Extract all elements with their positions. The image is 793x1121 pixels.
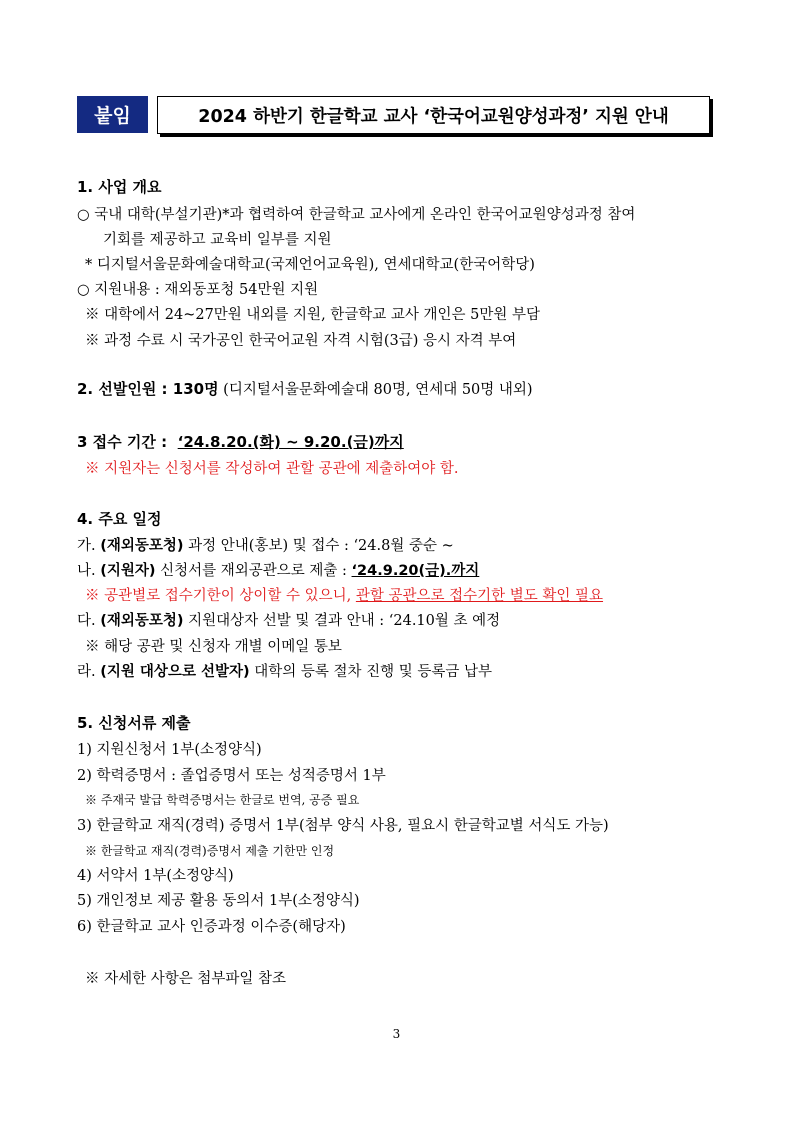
document-item-3: 3) 한글학교 재직(경력) 증명서 1부(첨부 양식 사용, 필요시 한글학교별 서식도 가능) xyxy=(77,818,609,834)
section3-line xyxy=(77,431,404,452)
section1-line4: ※ 대학에서 24~27만원 내외를 지원, 한글학교 교사 개인은 5만원 부담 xyxy=(85,307,541,323)
section3-period: ‘24.8.20.(화) ~ 9.20.(금)까지 xyxy=(177,433,404,451)
section1-line1b: 기회를 제공하고 교육비 일부를 지원 xyxy=(103,232,332,248)
schedule-na-date: ‘24.9.20(금).까지 xyxy=(351,563,480,579)
document-item-1: 1) 지원신청서 1부(소정양식) xyxy=(77,742,262,758)
schedule-na-note xyxy=(85,584,603,605)
schedule-ga-actor: (재외동포청) xyxy=(100,538,184,554)
section2-heading: 2. 선발인원 : 130명 xyxy=(77,380,219,398)
schedule-na-note-a: ※ 공관별로 접수기한이 상이할 수 있으니, xyxy=(85,588,352,604)
document-title: 2024 하반기 한글학교 교사 ‘한국어교원양성과정’ 지원 안내 xyxy=(157,96,710,134)
schedule-item-ra xyxy=(77,660,492,681)
schedule-da-prefix: 다. xyxy=(77,613,96,629)
schedule-da-note: ※ 해당 공관 및 신청자 개별 이메일 통보 xyxy=(85,639,342,655)
document-item-2: 2) 학력증명서 : 졸업증명서 또는 성적증명서 1부 xyxy=(77,768,386,784)
schedule-item-na xyxy=(77,559,479,580)
schedule-item-da xyxy=(77,609,500,630)
schedule-ra-prefix: 라. xyxy=(77,664,96,680)
page-number: 3 xyxy=(392,1027,401,1041)
section1-heading: 1. 사업 개요 xyxy=(77,178,162,196)
section3-heading: 3 접수 기간 : xyxy=(77,433,168,451)
footer-note: ※ 자세한 사항은 첨부파일 참조 xyxy=(85,971,287,987)
document-item-2-note: ※ 주재국 발급 학력증명서는 한글로 번역, 공증 필요 xyxy=(85,793,360,807)
schedule-ra-actor: (지원 대상으로 선발자) xyxy=(100,664,250,680)
schedule-da-text: 지원대상자 선발 및 결과 안내 : ‘24.10월 초 예정 xyxy=(188,613,501,629)
schedule-item-ga xyxy=(77,534,454,555)
section1-line1: ○ 국내 대학(부설기관)*과 협력하여 한글학교 교사에게 온라인 한국어교원양성과정 참여 xyxy=(77,207,636,223)
document-item-4: 4) 서약서 1부(소정양식) xyxy=(77,868,234,884)
document-item-6: 6) 한글학교 교사 인증과정 이수증(해당자) xyxy=(77,919,346,935)
section1-line2: * 디지털서울문화예술대학교(국제언어교육원), 연세대학교(한국어학당) xyxy=(85,257,535,273)
section5-heading: 5. 신청서류 제출 xyxy=(77,714,191,732)
schedule-na-note-b: 관할 공관으로 접수기한 별도 확인 필요 xyxy=(355,588,604,604)
schedule-na-prefix: 나. xyxy=(77,563,96,579)
schedule-da-actor: (재외동포청) xyxy=(100,613,184,629)
section1-line5: ※ 과정 수료 시 국가공인 한국어교원 자격 시험(3급) 응시 자격 부여 xyxy=(85,333,517,349)
attachment-badge: 붙임 xyxy=(77,96,148,133)
schedule-na-text: 신청서를 재외공관으로 제출 : xyxy=(160,563,347,579)
section1-line3: ○ 지원내용 : 재외동포청 54만원 지원 xyxy=(77,282,319,298)
document-item-3-note: ※ 한글학교 재직(경력)증명서 제출 기한만 인정 xyxy=(85,844,335,858)
section3-note: ※ 지원자는 신청서를 작성하여 관할 공관에 제출하여야 함. xyxy=(85,461,459,477)
schedule-na-actor: (지원자) xyxy=(100,563,156,579)
schedule-ga-prefix: 가. xyxy=(77,538,96,554)
document-item-5: 5) 개인정보 제공 활용 동의서 1부(소정양식) xyxy=(77,893,360,909)
section2-line xyxy=(77,378,533,399)
section2-detail: (디지털서울문화예술대 80명, 연세대 50명 내외) xyxy=(223,382,533,398)
section4-heading: 4. 주요 일정 xyxy=(77,510,162,528)
schedule-ga-text: 과정 안내(홍보) 및 접수 : ‘24.8월 중순 ~ xyxy=(188,538,454,554)
schedule-ra-text: 대학의 등록 절차 진행 및 등록금 납부 xyxy=(254,664,493,680)
